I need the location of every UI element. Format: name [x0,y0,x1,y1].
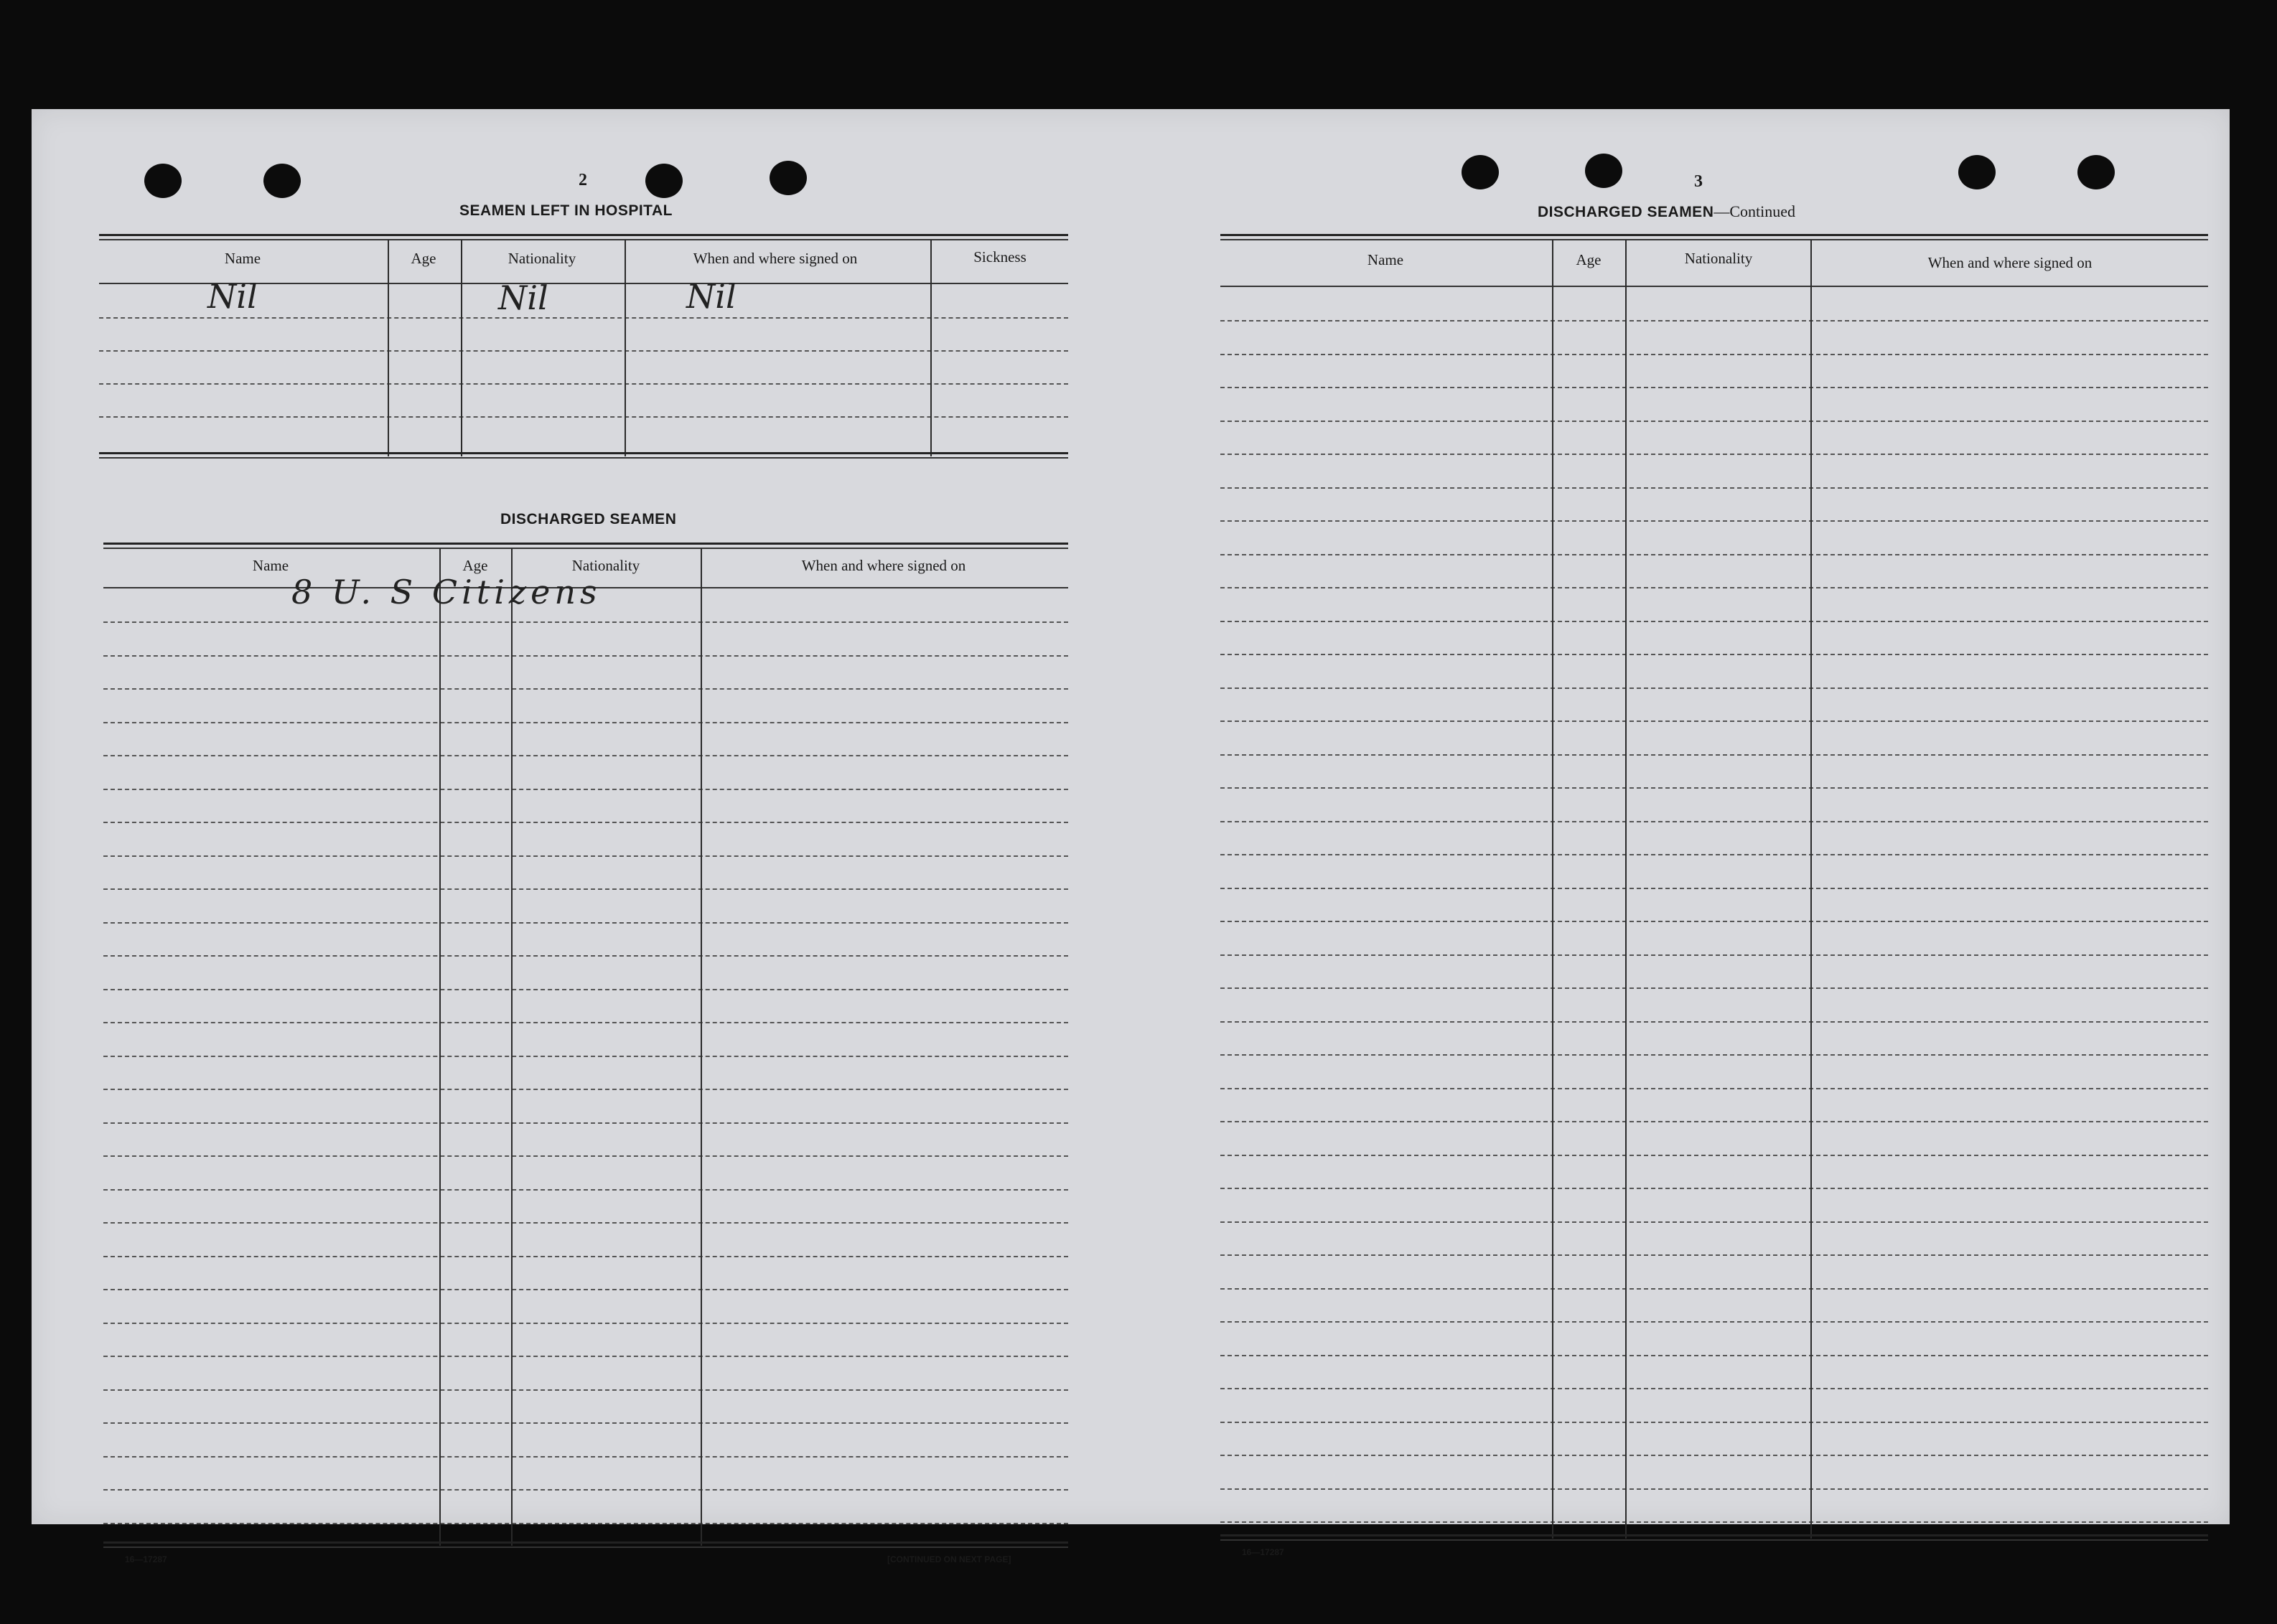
hospital-section-title: SEAMEN LEFT IN HOSPITAL [459,202,673,219]
discharged-row-line [103,621,1068,623]
hospital-row-line [99,416,1068,418]
right-row-line [1220,520,2208,522]
right-top-rule-2 [1220,239,2208,240]
form-number-left: 16—17287 [125,1554,167,1564]
discharged-row-line [103,1089,1068,1090]
right-col-divider [1625,240,1627,1539]
right-header-rule [1220,286,2208,287]
hospital-col-divider [930,240,932,456]
discharged-section-title: DISCHARGED SEAMEN [500,511,677,527]
hospital-nationality-entry: Nil [498,278,548,317]
discharged-col-name: Name [252,557,289,574]
right-row-line [1220,1321,2208,1323]
discharged-continued-suffix: —Continued [1713,202,1796,220]
discharged-row-line [103,1122,1068,1124]
discharged-row-line [103,1422,1068,1424]
discharged-row-line [103,1356,1068,1357]
discharged-col-signed-on: When and where signed on [801,557,966,574]
discharged-row-line [103,855,1068,857]
right-top-rule [1220,234,2208,236]
discharged-bottom-rule-2 [103,1546,1068,1548]
right-row-line [1220,854,2208,855]
right-row-line [1220,354,2208,355]
discharged-row-line [103,722,1068,723]
right-row-line [1220,1488,2208,1490]
right-row-line [1220,1254,2208,1256]
hospital-col-divider [388,240,389,456]
discharged-row-line [103,955,1068,957]
hospital-col-sickness: Sickness [973,248,1027,266]
right-row-line [1220,987,2208,989]
discharged-row-line [103,1056,1068,1057]
right-row-line [1220,921,2208,922]
right-row-line [1220,954,2208,956]
right-row-line [1220,621,2208,622]
discharged-row-line [103,1323,1068,1324]
punch-hole [1958,155,1996,189]
right-row-line [1220,320,2208,321]
discharged-row-line [103,989,1068,990]
right-row-line [1220,821,2208,822]
right-row-line [1220,1155,2208,1156]
discharged-row-line [103,1456,1068,1458]
hospital-top-rule-2 [99,239,1068,240]
right-col-signed-on: When and where signed on [1927,254,2093,271]
right-col-name: Name [1367,251,1404,268]
punch-hole [263,164,301,198]
discharged-row-line [103,789,1068,790]
hospital-col-signed-on: When and where signed on [693,250,858,267]
discharged-row-line [103,888,1068,890]
hospital-col-divider [625,240,626,456]
punch-hole [144,164,182,198]
discharged-row-line [103,1189,1068,1191]
right-row-line [1220,1355,2208,1356]
discharged-col-age: Age [462,557,488,574]
discharged-continued-main: DISCHARGED SEAMEN [1538,204,1714,220]
right-row-line [1220,1422,2208,1423]
right-col-divider [1810,240,1812,1539]
hospital-bottom-rule-2 [99,457,1068,459]
hospital-signed-on-entry: Nil [686,277,737,316]
discharged-row-line [103,655,1068,657]
right-row-line [1220,787,2208,789]
punch-hole [1462,155,1499,189]
discharged-row-line [103,1389,1068,1391]
discharged-row-line [103,922,1068,924]
discharged-row-line [103,688,1068,690]
right-row-line [1220,1188,2208,1189]
discharged-col-divider [701,548,702,1546]
discharged-row-line [103,822,1068,823]
right-row-line [1220,1521,2208,1523]
punch-hole [645,164,683,198]
discharged-top-rule-2 [103,548,1068,549]
right-row-line [1220,687,2208,689]
punch-hole [770,161,807,195]
right-row-line [1220,454,2208,455]
right-col-divider [1552,240,1553,1539]
discharged-row-line [103,1256,1068,1257]
page-number-right: 3 [1694,172,1703,191]
hospital-col-nationality: Nationality [508,250,576,267]
right-row-line [1220,754,2208,756]
right-bottom-rule [1220,1534,2208,1536]
right-row-line [1220,1288,2208,1290]
right-row-line [1220,1021,2208,1023]
punch-hole [1585,154,1622,188]
hospital-row-line [99,383,1068,385]
page-number-left: 2 [579,171,587,189]
punch-hole [2077,155,2115,189]
right-row-line [1220,554,2208,555]
right-col-age: Age [1576,251,1602,268]
discharged-row-line [103,1523,1068,1524]
right-row-line [1220,888,2208,889]
ledger-sheet [32,109,2230,1564]
right-row-line [1220,1388,2208,1389]
discharged-bottom-rule [103,1541,1068,1544]
hospital-top-rule [99,234,1068,236]
right-row-line [1220,387,2208,388]
right-row-line [1220,1455,2208,1456]
discharged-row-line [103,1289,1068,1290]
right-row-line [1220,1221,2208,1223]
discharged-top-rule [103,543,1068,545]
continued-note: [CONTINUED ON NEXT PAGE] [887,1554,1011,1564]
discharged-row-line [103,755,1068,756]
right-row-line [1220,654,2208,655]
discharged-col-divider [511,548,513,1546]
hospital-name-entry: Nil [207,277,258,316]
hospital-col-name: Name [224,250,261,267]
right-row-line [1220,1121,2208,1122]
discharged-row-line [103,1489,1068,1491]
discharged-row-line [103,1222,1068,1224]
hospital-col-divider [461,240,462,456]
hospital-row-line [99,350,1068,352]
form-number-right: 16—17287 [1242,1547,1284,1557]
hospital-bottom-rule [99,452,1068,454]
right-row-line [1220,721,2208,722]
right-col-nationality: Nationality [1684,250,1753,267]
right-bottom-rule-2 [1220,1539,2208,1541]
discharged-col-divider [439,548,441,1546]
right-row-line [1220,421,2208,422]
discharged-row-line [103,1022,1068,1023]
right-row-line [1220,1054,2208,1056]
discharged-row-line [103,1155,1068,1157]
discharged-col-nationality: Nationality [571,557,640,574]
hospital-col-age: Age [411,250,436,267]
right-row-line [1220,487,2208,489]
discharged-continued-title [1538,202,1795,221]
discharged-entry: 8 U. S Citizens [291,573,602,611]
right-row-line [1220,587,2208,588]
right-row-line [1220,1088,2208,1089]
hospital-row-line [99,317,1068,319]
